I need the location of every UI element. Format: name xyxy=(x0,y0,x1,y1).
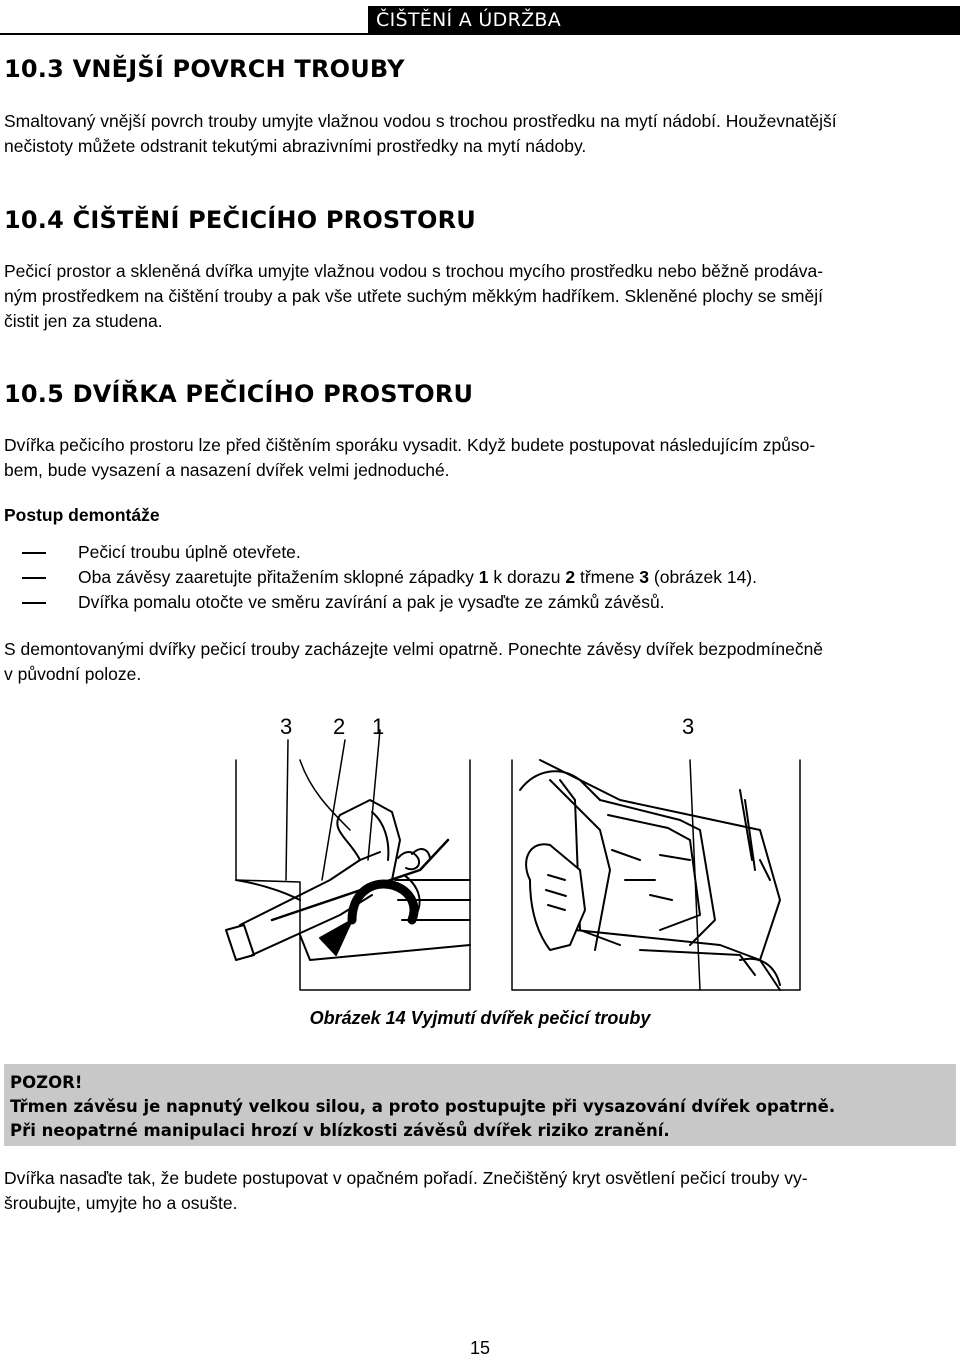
part-number-stop: 2 xyxy=(565,567,576,587)
handling-note-line-1: S demontovanými dvířky pečicí trouby zacházejte velmi opatrně. Ponechte závěsy dvířek bezpodmínečně xyxy=(4,639,824,659)
section-10-4-line-2: ným prostředkem na čištění trouby a pak vše utřete suchým měkkým hadříkem. Skleněné plochy se smějí xyxy=(4,286,823,306)
warning-line-2: Při neopatrné manipulaci hrozí v blízkosti závěsů dvířek riziko zranění. xyxy=(10,1121,670,1140)
part-number-latch: 1 xyxy=(478,567,489,587)
step-text xyxy=(78,565,757,590)
section-10-3-line-2: nečistoty můžete odstranit tekutými abrazivními prostředky na mytí nádoby. xyxy=(4,136,587,156)
step-text-part: Dvířka pomalu otočte ve směru zavírání a pak je vysaďte ze zámků závěsů. xyxy=(78,592,665,612)
header-rule xyxy=(0,33,960,35)
warning-box xyxy=(4,1064,956,1146)
callout-3-right: 3 xyxy=(682,714,695,739)
warning-title: POZOR! xyxy=(10,1073,83,1092)
section-heading-10-3: 10.3 VNĚJŠÍ POVRCH TROUBY xyxy=(4,55,405,83)
step-text xyxy=(78,540,301,565)
callout-3-left: 3 xyxy=(280,714,293,739)
callout-1: 1 xyxy=(372,714,385,739)
warning-line-1: Třmen závěsu je napnutý velkou silou, a proto postupujte při vysazování dvířek opatrně. xyxy=(10,1097,836,1116)
bullet-dash xyxy=(22,577,46,579)
section-heading-10-4: 10.4 ČIŠTĚNÍ PEČICÍHO PROSTORU xyxy=(4,206,476,234)
section-10-5-line-2: bem, bude vysazení a nasazení dvířek velmi jednoduché. xyxy=(4,460,450,480)
bullet-dash xyxy=(22,602,46,604)
step-text-part: Pečicí troubu úplně otevřete. xyxy=(78,542,301,562)
section-10-4-line-1: Pečicí prostor a skleněná dvířka umyjte vlažnou vodou s trochou mycího prostředku nebo běžně prodáva- xyxy=(4,261,824,281)
bullet-dash xyxy=(22,552,46,554)
refit-note-line-1: Dvířka nasaďte tak, že budete postupovat v opačném pořadí. Znečištěný kryt osvětlení pečicí trouby vy- xyxy=(4,1168,808,1188)
door-removal-illustration xyxy=(0,705,960,1005)
step-text-part: Oba závěsy zaaretujte přitažením sklopné západky xyxy=(78,567,479,587)
section-10-4-line-3: čistit jen za studena. xyxy=(4,311,163,331)
step-text-part: k dorazu xyxy=(488,567,566,587)
chapter-header xyxy=(0,0,960,34)
section-10-3-line-1: Smaltovaný vnější povrch trouby umyjte vlažnou vodou s trochou prostředku na mytí nádobí. Houževnatější xyxy=(4,111,837,131)
procedure-title: Postup demontáže xyxy=(4,505,160,525)
step-text-part: třmene xyxy=(575,567,640,587)
figure-caption: Obrázek 14 Vyjmutí dvířek pečicí trouby xyxy=(309,1008,651,1028)
callout-2: 2 xyxy=(333,714,346,739)
section-10-5-line-1: Dvířka pečicího prostoru lze před čištěním sporáku vysadit. Když budete postupovat následujícím způso- xyxy=(4,435,816,455)
figure-14 xyxy=(0,705,960,1005)
page-number: 15 xyxy=(469,1338,491,1358)
part-number-bracket: 3 xyxy=(639,567,650,587)
step-text xyxy=(78,590,665,615)
section-heading-10-5: 10.5 DVÍŘKA PEČICÍHO PROSTORU xyxy=(4,380,474,408)
chapter-title: ČIŠTĚNÍ A ÚDRŽBA xyxy=(376,9,562,31)
step-text-part: (obrázek 14). xyxy=(649,567,757,587)
handling-note-line-2: v původní poloze. xyxy=(4,664,142,684)
refit-note-line-2: šroubujte, umyjte ho a osušte. xyxy=(4,1193,238,1213)
